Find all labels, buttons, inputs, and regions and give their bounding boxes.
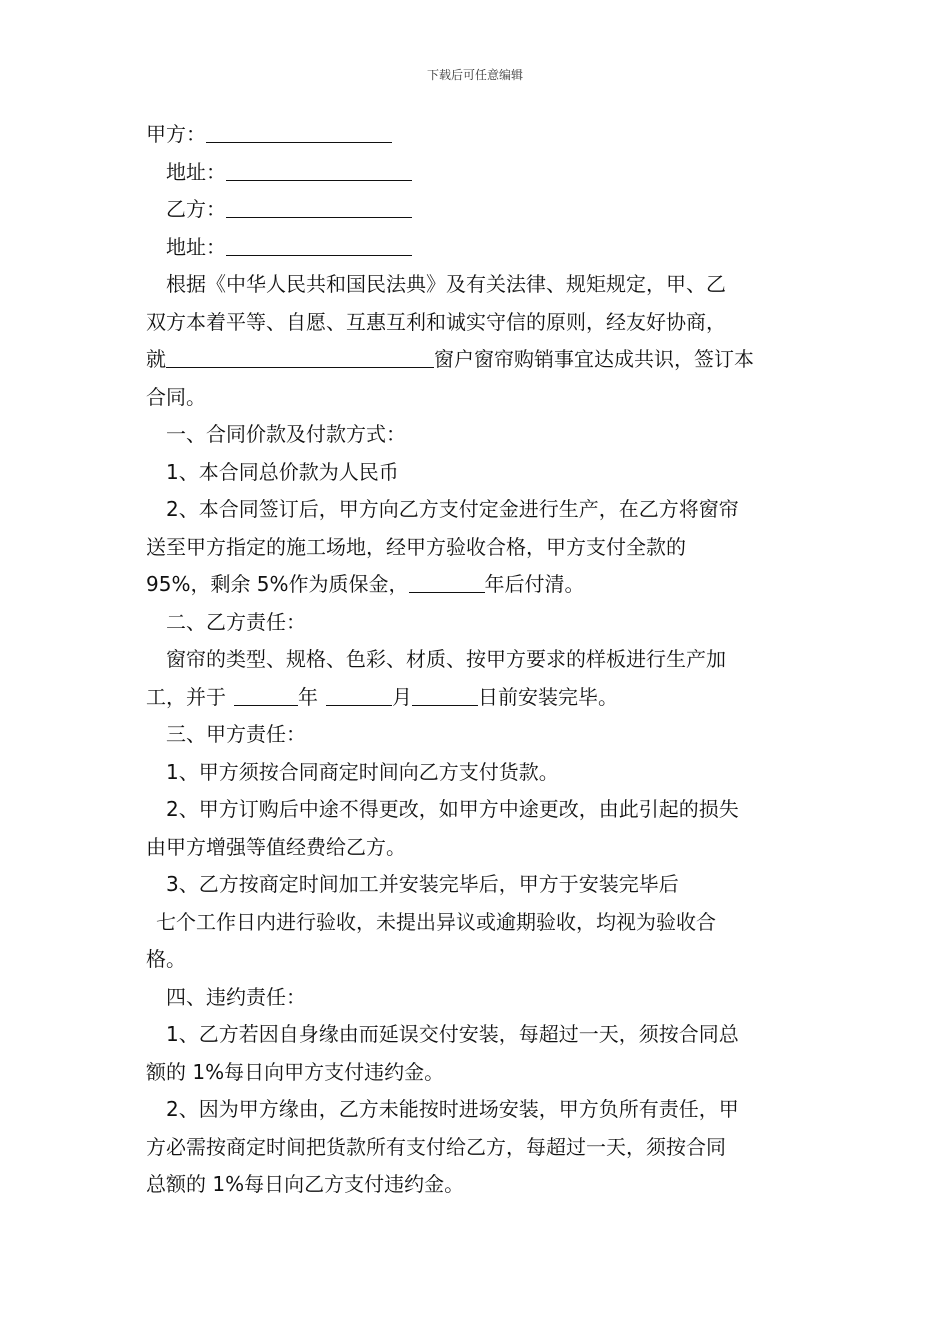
- section-3-item-3: 3、乙方按商定时间加工并安装完毕后，甲方于安装完毕后: [166, 872, 679, 896]
- month-label: 月: [392, 684, 412, 709]
- day-label: 日前安装完毕。: [478, 684, 618, 709]
- intro-line-1: 根据《中华人民共和国民法典》及有关法律、规矩规定，甲、乙: [166, 272, 726, 296]
- section-1-item-2-line-3-pre: 95%，剩余 5%作为质保金，: [146, 572, 409, 596]
- page-header-note: 下载后可任意编辑: [426, 68, 523, 82]
- section-4-item-1-line-1: 1、乙方若因自身缘由而延误交付安装，每超过一天，须按合同总: [166, 1022, 739, 1046]
- install-month-blank[interactable]: [326, 681, 392, 706]
- product-blank[interactable]: [166, 343, 434, 368]
- party-a-blank[interactable]: [206, 118, 392, 143]
- party-b-label: 乙方：: [166, 197, 226, 221]
- section-3-title: 三、甲方责任：: [166, 722, 306, 746]
- contract-body: [146, 116, 808, 1204]
- section-1-item-1: 1、本合同总价款为人民币: [166, 459, 399, 484]
- party-b-blank[interactable]: [226, 193, 412, 218]
- intro-line-3-post: 窗户窗帘购销事宜达成共识，签订本: [434, 347, 754, 371]
- section-4-item-2-line-3: 总额的 1%每日向乙方支付违约金。: [146, 1172, 465, 1196]
- section-3-item-3-cont-line-1: 七个工作日内进行验收，未提出异议或逾期验收，均视为验收合: [156, 909, 716, 934]
- party-a-row: [146, 116, 808, 154]
- section-2-body-line-2: [146, 679, 808, 717]
- warranty-years-blank[interactable]: [409, 568, 485, 593]
- section-3-item-3-cont-line-2: 格。: [146, 947, 186, 971]
- address-b-row: [146, 229, 808, 267]
- intro-line-3: [146, 341, 808, 379]
- section-3-item-1: 1、甲方须按合同商定时间向乙方支付货款。: [166, 759, 559, 784]
- address-b-label: 地址：: [166, 234, 226, 259]
- address-a-blank[interactable]: [226, 156, 412, 181]
- intro-line-2: 双方本着平等、自愿、互惠互利和诚实守信的原则，经友好协商，: [146, 309, 726, 334]
- section-2-title: 二、乙方责任：: [166, 609, 306, 634]
- intro-line-3-pre: 就: [146, 347, 166, 371]
- address-a-row: [146, 154, 808, 192]
- section-4-item-2-line-2: 方必需按商定时间把货款所有支付给乙方，每超过一天，须按合同: [146, 1134, 726, 1159]
- section-1-item-2-line-2: 送至甲方指定的施工场地，经甲方验收合格，甲方支付全款的: [146, 534, 686, 559]
- section-4-title: 四、违约责任：: [166, 984, 306, 1009]
- section-1-title: 一、合同价款及付款方式：: [166, 422, 406, 446]
- section-2-body-line-2-pre: 工，并于: [146, 684, 226, 709]
- section-4-item-2-line-1: 2、因为甲方缘由，乙方未能按时进场安装，甲方负所有责任，甲: [166, 1097, 739, 1121]
- install-year-blank[interactable]: [234, 681, 298, 706]
- section-1-item-2-line-1: 2、本合同签订后，甲方向乙方支付定金进行生产，在乙方将窗帘: [166, 497, 739, 521]
- section-1-item-2-line-3: [146, 566, 808, 604]
- section-2-body-line-1: 窗帘的类型、规格、色彩、材质、按甲方要求的样板进行生产加: [166, 647, 726, 671]
- address-b-blank[interactable]: [226, 231, 412, 256]
- party-b-row: [146, 191, 808, 229]
- section-4-item-1-line-2: 额的 1%每日向甲方支付违约金。: [146, 1059, 445, 1084]
- party-a-label: 甲方：: [146, 122, 206, 146]
- year-label: 年: [298, 684, 318, 709]
- intro-line-4: 合同。: [146, 384, 206, 409]
- section-1-item-2-line-3-post: 年后付清。: [484, 572, 585, 596]
- section-3-item-2-line-1: 2、甲方订购后中途不得更改，如甲方中途更改，由此引起的损失: [166, 797, 739, 821]
- address-a-label: 地址：: [166, 159, 226, 184]
- section-3-item-2-line-2: 由甲方增强等值经费给乙方。: [146, 834, 406, 859]
- install-day-blank[interactable]: [412, 681, 478, 706]
